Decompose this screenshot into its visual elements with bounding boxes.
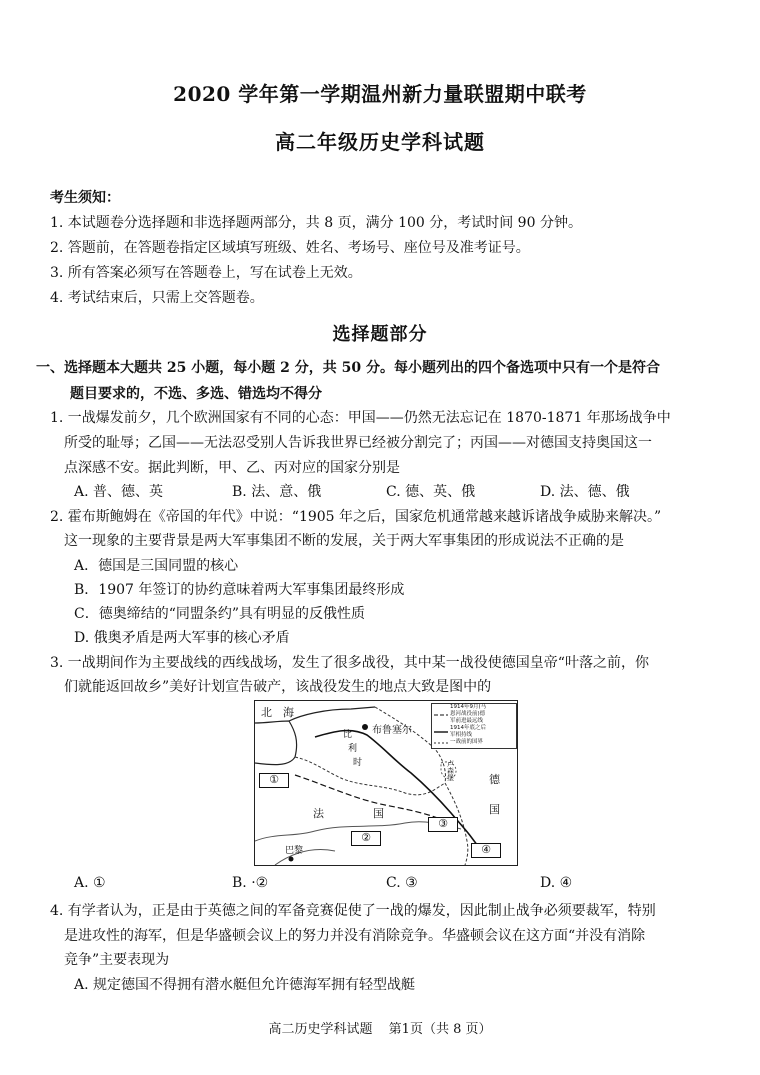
question-text: 4. 有学者认为，正是由于英德之间的军备竞赛促使了一战的爆发，因此制止战争必须要裁军，特别 (50, 903, 656, 919)
map-marker-4: ④ (471, 843, 501, 858)
western-front-map (254, 700, 518, 866)
answer-option: A. ① (74, 875, 106, 891)
map-label-belgium: 时 (353, 758, 363, 768)
footer-page-number: 第1页（共 8 页） (388, 1022, 492, 1037)
paris-dot (289, 857, 294, 862)
coastline (289, 707, 375, 721)
notice-item: 1. 本试题卷分选择题和非选择题两部分，共 8 页，满分 100 分，考试时间 90 分钟。 (50, 215, 582, 231)
notice-item: 4. 考试结束后，只需上交答题卷。 (50, 290, 264, 306)
pre-war-border (295, 757, 445, 795)
answer-option: A. 普、德、英 (74, 484, 164, 500)
answer-option: C．德奥缔结的“同盟条约”具有明显的反俄性质 (74, 606, 366, 622)
answer-option: C. ③ (386, 875, 418, 891)
question-text: 竞争”主要表现为 (64, 952, 170, 968)
notice-item: 3. 所有答案必须写在答题卷上，写在试卷上无效。 (50, 265, 362, 281)
question-text: 所受的耻辱；乙国——无法忍受别人告诉我世界已经被分割完了；丙国——对德国支持奥国这一 (64, 435, 652, 451)
map-marker-1: ① (259, 773, 289, 788)
answer-option: A. 规定德国不得拥有潜水艇但允许德海军拥有轻型战艇 (74, 977, 416, 993)
answer-option: B. ·② (232, 875, 269, 891)
answer-option: B．1907 年签订的协约意味着两大军事集团最终形成 (74, 582, 405, 598)
answer-option: D. 法、德、俄 (540, 484, 630, 500)
map-marker-3: ③ (428, 817, 458, 832)
page-footer (0, 1018, 760, 1037)
legend-symbols (433, 704, 449, 748)
answer-option: B. 法、意、俄 (232, 484, 322, 500)
exam-subtitle: 高二年级历史学科试题 (275, 130, 485, 154)
exam-title: 2020 学年第一学期温州新力量联盟期中联考 (173, 82, 587, 106)
question-text: 们就能返回故乡”美好计划宣告破产，该战役发生的地点大致是图中的 (64, 679, 492, 695)
answer-option: A．德国是三国同盟的核心 (74, 558, 239, 574)
answer-option: D. 俄奥矛盾是两大军事的核心矛盾 (74, 630, 290, 646)
answer-option: C. 德、英、俄 (386, 484, 476, 500)
map-label-germany: 德 (489, 773, 500, 786)
map-label-germany: 国 (489, 803, 500, 816)
notice-item: 2. 答题前，在答题卷指定区域填写班级、姓名、考场号、座位号及准考证号。 (50, 240, 530, 256)
map-label-brussels: 布鲁塞尔 (372, 725, 412, 736)
legend-item: 1914年底之后 (450, 725, 486, 731)
answer-option: D. ④ (540, 875, 573, 891)
question-text: 1. 一战爆发前夕，几个欧洲国家有不同的心态：甲国——仍然无法忘记在 1870-1871 年那场战争中 (50, 410, 671, 426)
map-label-luxembourg: 卢森堡 (447, 760, 454, 782)
section-instruction: 题目要求的，不选、多选、错选均不得分 (70, 386, 322, 402)
legend-item: 1914年9月(马 (450, 704, 487, 710)
map-legend (431, 703, 517, 749)
question-text: 2. 霍布斯鲍姆在《帝国的年代》中说：“1905 年之后，国家危机通常越来越诉诸战争威胁来解决。” (50, 509, 662, 525)
coastline (255, 721, 297, 765)
question-text: 是进攻性的海军，但是华盛顿会议上的努力并没有消除竞争。华盛顿会议在这方面“并没有消除 (64, 928, 646, 944)
section-title: 选择题部分 (332, 324, 428, 345)
map-label-france: 国 (373, 807, 384, 820)
question-text: 3. 一战期间作为主要战线的西线战场，发生了很多战役，其中某一战役使德国皇帝“叶落之前，你 (50, 655, 649, 671)
map-label-belgium: 比 (343, 730, 353, 740)
notice-heading: 考生须知： (50, 190, 120, 206)
question-text: 这一现象的主要背景是两大军事集团不断的发展，关于两大军事集团的形成说法不正确的是 (64, 533, 624, 549)
map-label-france: 法 (313, 807, 324, 820)
map-marker-2: ② (351, 831, 381, 846)
legend-item: 一战前的国界 (450, 739, 484, 745)
question-text: 点深感不安。据此判断，甲、乙、丙对应的国家分别是 (64, 460, 400, 476)
map-label-paris: 巴黎 (285, 846, 304, 856)
legend-item: 军前进最远线 (450, 718, 484, 724)
legend-item: 军相持线 (450, 732, 473, 738)
footer-subject: 高二历史学科试题 (268, 1022, 373, 1037)
section-instruction: 一、选择题本大题共 25 小题，每小题 2 分，共 50 分。每小题列出的四个备选项中只有一个是符合 (36, 360, 660, 376)
map-label-sea: 北 海 (261, 706, 294, 719)
river (275, 850, 335, 865)
brussels-dot (362, 724, 368, 730)
map-label-belgium: 利 (348, 744, 358, 754)
legend-item: 恩河战役前)德 (450, 711, 486, 717)
